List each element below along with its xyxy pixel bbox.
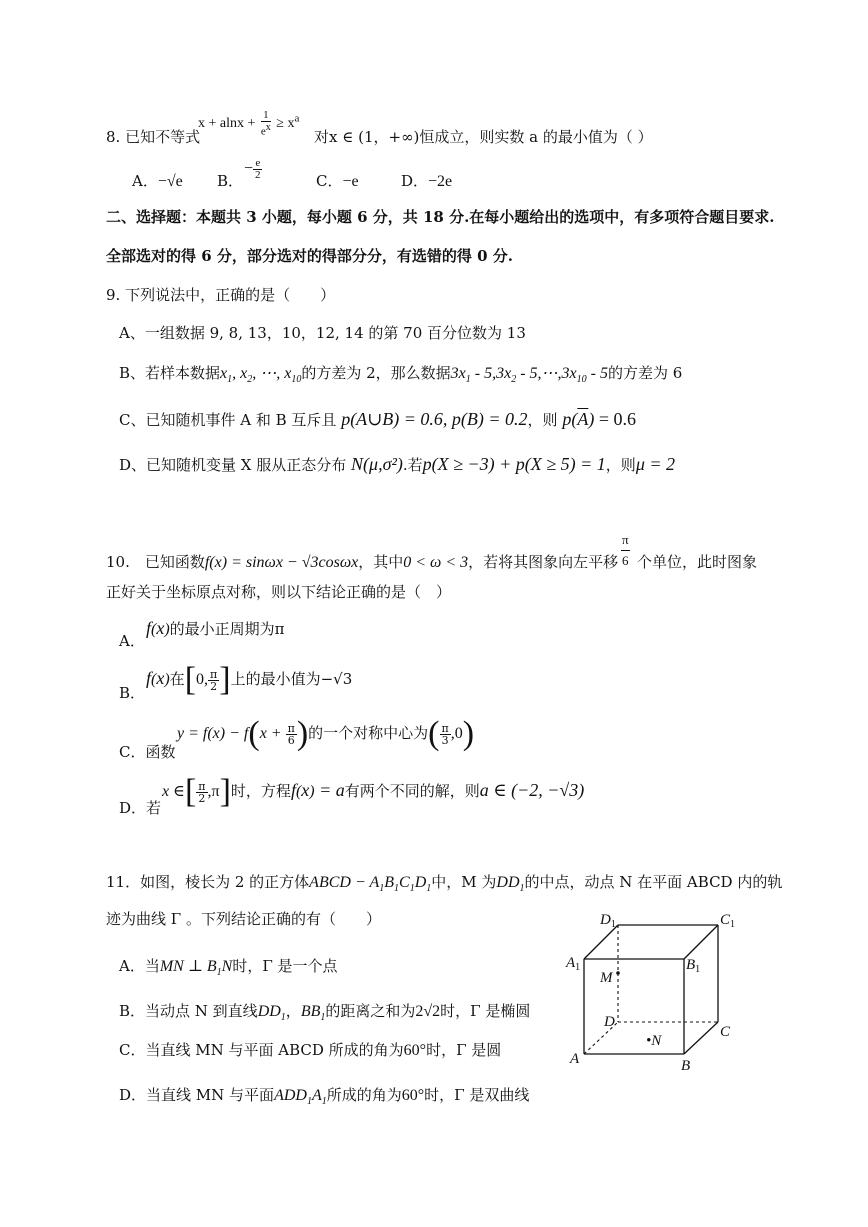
edge-bc bbox=[684, 1022, 718, 1054]
q11-option-a: A．当MN ⊥ $B_1N$时，Γ 是一个点 bbox=[119, 957, 338, 979]
label-d1: $D_1$ bbox=[600, 912, 616, 930]
q9-option-a: A、一组数据 9, 8, 13，10，12, 14 的第 70 百分位数为 13 bbox=[119, 324, 526, 342]
label-n: •N bbox=[646, 1033, 662, 1049]
q8-option-b: B． bbox=[217, 172, 244, 190]
q9-option-b: B、若样本数据$x_1$, $x_2$, ⋯, $x_{10}$的方差为 2，那么数据$3x_1 - 5,3x_2$ - $5,\cdots,3x_{10} - 5$的方差为 6 bbox=[119, 364, 683, 386]
q10-option-a: A． bbox=[119, 632, 145, 650]
q8-option-a: A．−√e bbox=[132, 172, 183, 190]
q10-stem-line1-end: 个单位，此时图象 bbox=[637, 553, 758, 571]
q9-stem: 9. 下列说法中，正确的是（ ） bbox=[106, 286, 336, 304]
q10-shift-fraction: π 6 bbox=[622, 532, 629, 568]
section2-line1: 二、选择题：本题共 3 小题，每小题 6 分，共 18 分.在每小题给出的选项中，有多项符合题目要求. bbox=[106, 208, 775, 226]
q8-option-c: C．−e bbox=[316, 172, 359, 190]
edge-b1c1 bbox=[684, 925, 718, 959]
q10-stem-line2: 正好关于坐标原点对称，则以下结论正确的是（ ） bbox=[106, 583, 452, 601]
q11-option-c: C．当直线 MN 与平面 ABCD 所成的角为60°时，Γ 是圆 bbox=[119, 1041, 502, 1059]
q10-option-d: D．若 bbox=[119, 799, 162, 817]
q10-option-a-body: f(x)的最小正周期为π bbox=[146, 618, 285, 638]
q9-option-c: C、已知随机事件 A 和 B 互斥且 p(A∪B) = 0.6, p(B) = 0.2，则 $p(\overline{A}) = 0.6$ bbox=[119, 409, 636, 429]
q11-stem-line2: 迹为曲线 Γ 。下列结论正确的有（ ） bbox=[106, 910, 381, 928]
q10-option-b-body: f(x)在[0, $\frac{\pi}{2}$ ]上的最小值为−√3 bbox=[146, 661, 353, 698]
q8-stem bbox=[106, 126, 200, 147]
q8-option-d: D．−2e bbox=[401, 172, 453, 190]
label-c: C bbox=[720, 1024, 731, 1040]
q8-frac: $\frac{1}{e^x}$ bbox=[260, 109, 271, 138]
label-b1: $B_1$ bbox=[686, 957, 701, 975]
q11-option-b: B．当动点 N 到直线$DD_1$，$BB_1$的距离之和为2√2时，Γ 是椭圆 bbox=[119, 1002, 531, 1024]
point-m bbox=[616, 971, 620, 975]
cube-figure bbox=[560, 905, 740, 1075]
q8-prefix: 8. 已知不等式 bbox=[106, 128, 201, 146]
q8-inequality: x + alnx + $\frac{1}{e^x}$ ≥ $x^a$ bbox=[198, 109, 300, 138]
edge-a1d1 bbox=[584, 925, 618, 959]
q10-option-b: B． bbox=[119, 684, 146, 702]
q10-option-d-body: x ∈[ $\frac{\pi}{2}$ ,π]时，方程f(x) = a有两个不同的解，则a ∈ (−2, −√3) bbox=[162, 773, 585, 810]
label-d: D bbox=[604, 1014, 615, 1030]
label-c1: $C_1$ bbox=[720, 912, 736, 930]
label-b: B bbox=[681, 1058, 691, 1074]
q10-option-c-body: y = f(x) − f(x + $\frac{\pi}{6}$ )的一个对称中心为( $\frac{\pi}{3}$ ,0) bbox=[177, 715, 475, 752]
label-a: A bbox=[570, 1051, 580, 1067]
q10-stem-line1: 10. 已知函数f(x) = sinωx − √3cosωx，其中0 < ω < 3，若将其图象向左平移 bbox=[106, 553, 619, 571]
q11-option-d: D．当直线 MN 与平面$ADD_1A_1$所成的角为60°时，Γ 是双曲线 bbox=[119, 1086, 530, 1108]
q10-option-c: C．函数 bbox=[119, 743, 176, 761]
q8-option-b-value: − $\frac{e}{2}$ bbox=[244, 157, 261, 181]
label-a1: $A_1$ bbox=[566, 955, 581, 973]
q8-condition: 对x ∈ (1，+∞)恒成立，则实数 a 的最小值为（ ） bbox=[314, 128, 653, 146]
q9-option-d: D、已知随机变量 X 服从正态分布 N(μ,σ²).若p(X ≥ −3) + p(X ≥ 5) = 1，则μ = 2 bbox=[119, 454, 675, 474]
section2-line2: 全部选对的得 6 分，部分选对的得部分分，有选错的得 0 分. bbox=[106, 247, 513, 265]
q11-stem-line1: 11．如图，棱长为 2 的正方体ABCD − $A_1B_1C_1D_1$中，M 为$DD_1$的中点，动点 N 在平面 ABCD 内的轨 bbox=[106, 873, 783, 895]
label-m: M bbox=[600, 970, 613, 986]
